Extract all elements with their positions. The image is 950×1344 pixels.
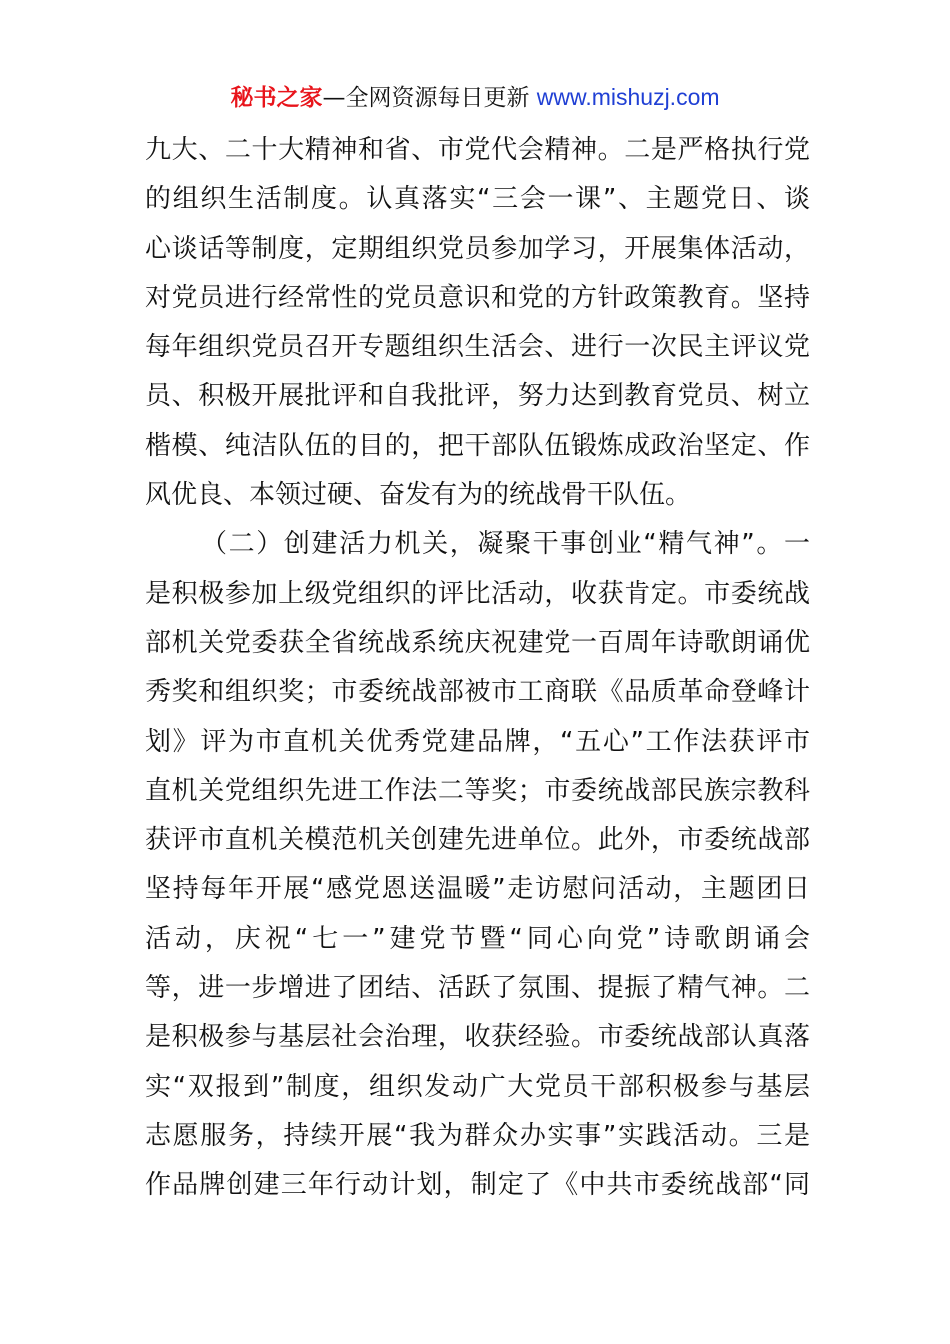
text-line: 九大、二十大精神和省、市党代会精神。二是严格执行党 bbox=[145, 135, 810, 165]
text-line: 部机关党委获全省统战系统庆祝建党一百周年诗歌朗诵优 bbox=[145, 627, 810, 658]
text-line: 心谈话等制度，定期组织党员参加学习，开展集体活动， bbox=[145, 233, 810, 264]
text-line: 秀奖和组织奖；市委统战部被市工商联《品质革命登峰计 bbox=[145, 677, 810, 708]
text-line: 等，进一步增进了团结、活跃了氛围、提振了精气神。二 bbox=[145, 973, 810, 1004]
text-line: 志愿服务，持续开展“我为群众办实事”实践活动。三是 bbox=[145, 1120, 810, 1151]
text-line: 是积极参与基层社会治理，收获经验。市委统战部认真落 bbox=[145, 1022, 810, 1053]
text-line: 实“双报到”制度，组织发动广大党员干部积极参与基层 bbox=[145, 1071, 810, 1102]
site-tagline: —全网资源每日更新 bbox=[322, 85, 537, 111]
text-line-paragraph-end: 风优良、本领过硬、奋发有为的统战骨干队伍。 bbox=[145, 480, 692, 511]
text-line: 获评市直机关模范机关创建先进单位。此外，市委统战部 bbox=[145, 825, 810, 856]
site-brand: 秘书之家 bbox=[230, 85, 323, 111]
text-line: 划》评为市直机关优秀党建品牌，“五心”工作法获评市 bbox=[145, 726, 810, 757]
section-heading-line: （二）创建活力机关，凝聚干事创业“精气神”。一 bbox=[201, 529, 810, 560]
text-line: 员、积极开展批评和自我批评，努力达到教育党员、树立 bbox=[145, 381, 810, 412]
text-line: 坚持每年开展“感党恩送温暖”走访慰问活动，主题团日 bbox=[145, 874, 810, 905]
text-line: 活动，庆祝“七一”建党节暨“同心向党”诗歌朗诵会 bbox=[145, 923, 810, 954]
text-line: 每年组织党员召开专题组织生活会、进行一次民主评议党 bbox=[145, 332, 810, 363]
document-body bbox=[145, 126, 810, 1211]
text-line: 对党员进行经常性的党员意识和党的方针政策教育。坚持 bbox=[145, 282, 810, 313]
text-line: 直机关党组织先进工作法二等奖；市委统战部民族宗教科 bbox=[145, 775, 810, 806]
site-url-link[interactable]: www.mishuzj.com bbox=[536, 84, 720, 110]
text-line: 作品牌创建三年行动计划，制定了《中共市委统战部“同 bbox=[145, 1170, 810, 1201]
text-line: 的组织生活制度。认真落实“三会一课”、主题党日、谈 bbox=[145, 184, 810, 215]
text-line: 是积极参加上级党组织的评比活动，收获肯定。市委统战 bbox=[145, 578, 810, 609]
text-line: 楷模、纯洁队伍的目的，把干部队伍锻炼成政治坚定、作 bbox=[145, 430, 810, 461]
watermark-header bbox=[0, 80, 950, 115]
